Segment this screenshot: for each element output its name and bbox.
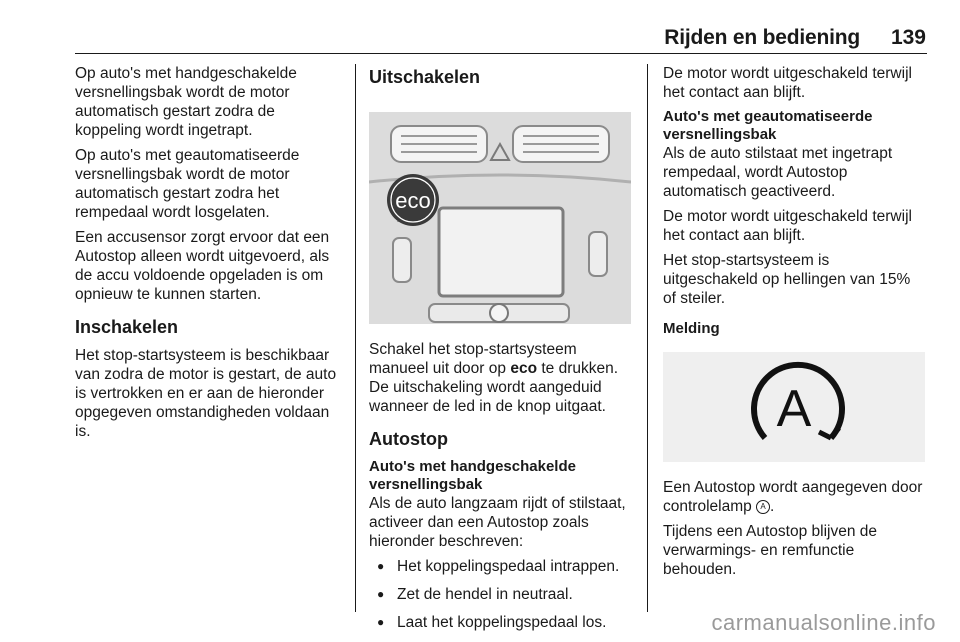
list-item: ● Het koppelingspedaal intrappen. <box>369 557 631 576</box>
autostop-glyph-icon: A <box>756 500 770 514</box>
paragraph: Een Autostop wordt aangegeven door controlelamp A . <box>663 479 923 515</box>
autostop-lamp-figure <box>663 352 925 462</box>
paragraph: Een accusensor zorgt ervoor dat een Autostop alleen wordt uitgevoerd, als de accu voldoende opgeladen is om opnieuw te kunnen starten. <box>75 229 330 303</box>
eco-keyword: eco <box>510 360 538 377</box>
eco-label: eco <box>395 188 431 213</box>
watermark: carmanualsonline.info <box>711 610 936 635</box>
column-2 <box>369 64 631 641</box>
list-item: ● Zet de hendel in neutraal. <box>369 585 631 604</box>
paragraph: De motor wordt uitgeschakeld terwijl het contact aan blijft. <box>663 65 912 101</box>
column-divider-1 <box>355 64 356 612</box>
dashboard-illustration <box>369 112 631 324</box>
section-heading-uitschakelen: Uitschakelen <box>369 67 481 87</box>
header-divider <box>75 53 927 54</box>
column-divider-2 <box>647 64 648 612</box>
paragraph: De motor wordt uitgeschakeld terwijl het contact aan blijft. <box>663 208 912 244</box>
paragraph: Schakel het stop-startsysteem manueel uit door op eco te drukken. De uitschakeling wordt aangeduid wanneer de led in de knop uitgaat. <box>369 341 619 415</box>
paragraph: Het stop-startsysteem is uitgeschakeld op hellingen van 15% of steiler. <box>663 252 911 307</box>
subheading-melding: Melding <box>663 320 720 337</box>
page-number: 139 <box>890 26 926 49</box>
eco-button-icon <box>387 174 439 226</box>
paragraph: Als de auto langzaam rijdt of stilstaat, activeer dan een Autostop zoals hieronder beschreven: <box>369 495 626 550</box>
dashboard-figure <box>369 112 631 324</box>
list-item: ● Laat het koppelingspedaal los. <box>369 613 631 632</box>
paragraph: Op auto's met handgeschakelde versnellingsbak wordt de motor automatisch gestart zodra de koppeling wordt ingetrapt. <box>75 65 297 139</box>
page-title: Rijden en bediening <box>664 26 860 49</box>
section-heading-inschakelen: Inschakelen <box>75 317 179 337</box>
step-list <box>369 557 631 632</box>
paragraph: Als de auto stilstaat met ingetrapt rempedaal, wordt Autostop automatisch geactiveerd. <box>663 145 893 200</box>
subheading-automated: Auto's met geautomatiseerde versnellingsbak <box>663 108 873 143</box>
autostop-lamp-icon <box>663 352 925 462</box>
column-1 <box>75 64 345 447</box>
lamp-letter: A <box>776 380 812 438</box>
paragraph: Op auto's met geautomatiseerde versnellingsbak wordt de motor automatisch gestart zodra het rempedaal wordt losgelaten. <box>75 147 300 221</box>
subheading-manual: Auto's met handgeschakelde versnellingsbak <box>369 458 576 493</box>
paragraph: Tijdens een Autostop blijven de verwarmings- en remfunctie behouden. <box>663 523 877 578</box>
column-3 <box>663 64 927 585</box>
paragraph: Het stop-startsysteem is beschikbaar van zodra de motor is gestart, de auto is vertrokken en er aan de hieronder opgegeven omstandigheden voldaan is. <box>75 347 337 440</box>
section-heading-autostop: Autostop <box>369 429 448 449</box>
